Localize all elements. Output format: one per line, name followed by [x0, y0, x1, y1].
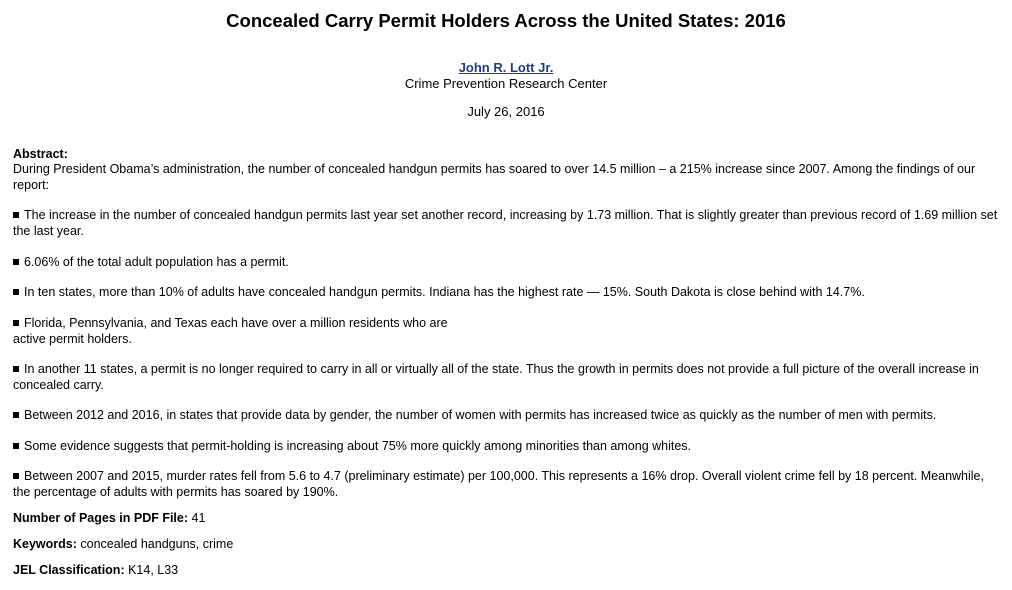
page-count-line [13, 511, 1003, 527]
author-affiliation: Crime Prevention Research Center [404, 76, 608, 91]
abstract-bullet [13, 208, 1003, 239]
abstract-bullet [13, 439, 1003, 455]
paper-title: Concealed Carry Permit Holders Across the United States: 2016 [226, 10, 786, 31]
bullet-square-icon [13, 473, 19, 479]
keywords-value: concealed handguns, crime [80, 537, 234, 551]
bullet-square-icon [13, 259, 19, 265]
bullet-text-continued: active permit holders. [13, 331, 132, 346]
bullet-text: Between 2012 and 2016, in states that provide data by gender, the number of women with permits has increased twice as quickly as the number of men with permits. [24, 408, 937, 422]
bullet-square-icon [13, 412, 19, 418]
author-link[interactable]: John R. Lott Jr. [458, 60, 554, 75]
abstract-heading: Abstract: [13, 147, 68, 161]
bullet-square-icon [13, 366, 19, 372]
jel-classification-line [13, 563, 1003, 579]
bullet-text: The increase in the number of concealed handgun permits last year set another record, increasing by 1.73 million. That is slightly greater than previous record of 1.69 million set the last year. [13, 208, 998, 238]
author-line [0, 60, 1012, 76]
abstract-bullet [13, 469, 1003, 500]
bullet-square-icon [13, 443, 19, 449]
keywords-label: Keywords: [13, 537, 77, 551]
keywords-line [13, 537, 1003, 553]
bullet-square-icon [13, 320, 19, 326]
abstract-bullet [13, 316, 1003, 347]
bullet-text: Florida, Pennsylvania, and Texas each have over a million residents who are [24, 316, 448, 330]
bullet-text: In another 11 states, a permit is no longer required to carry in all or virtually all of the state. Thus the growth in permits does not provide a full picture of the overall increase in concealed carry. [13, 362, 979, 392]
bullet-text: Between 2007 and 2015, murder rates fell from 5.6 to 4.7 (preliminary estimate) per 100,000. This represents a 16% drop. Overall violent crime fell by 18 percent. Meanwhile, the percentage of adults with permits has soared by 190%. [13, 469, 984, 499]
abstract-intro: During President Obama’s administration, the number of concealed handgun permits has soared to over 14.5 million – a 215% increase since 2007. Among the findings of our report: [13, 162, 976, 192]
abstract-bullet [13, 285, 1003, 301]
page-count-label: Number of Pages in PDF File: [13, 511, 189, 525]
jel-classification-value: K14, L33 [128, 563, 179, 577]
abstract-bullet [13, 255, 1003, 271]
bullet-square-icon [13, 289, 19, 295]
publication-date: July 26, 2016 [467, 104, 545, 119]
bullet-text: Some evidence suggests that permit-holding is increasing about 75% more quickly among minorities than among whites. [24, 439, 692, 453]
page-count-value: 41 [191, 511, 206, 525]
bullet-square-icon [13, 212, 19, 218]
abstract-bullet [13, 362, 1003, 393]
bullet-text: In ten states, more than 10% of adults have concealed handgun permits. Indiana has the highest rate — 15%. South Dakota is close behind with 14.7%. [24, 285, 865, 299]
abstract-bullet [13, 408, 1003, 424]
jel-classification-label: JEL Classification: [13, 563, 125, 577]
bullet-text: 6.06% of the total adult population has a permit. [24, 255, 289, 269]
